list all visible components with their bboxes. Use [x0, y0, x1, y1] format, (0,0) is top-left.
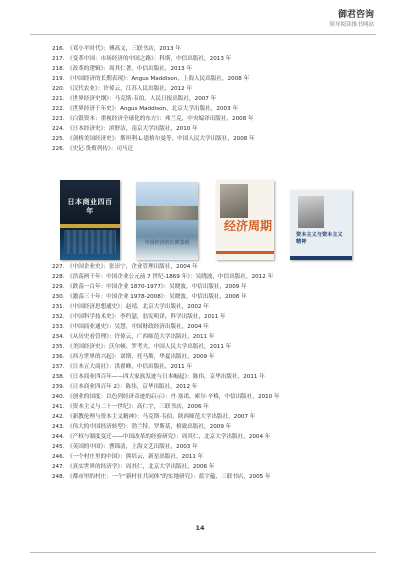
- book-list-top: [52, 44, 382, 154]
- brand-tagline: 领导阅读推书网站: [329, 22, 374, 28]
- list-item-text: 《汉代农业》：许倬云，江苏人民出版社，2012 年: [67, 86, 193, 92]
- list-item-text: 《中国经济的长期表现》：Angus Maddison，上海人民出版社，2008 年: [67, 76, 250, 82]
- list-item-text: 《美国经济史》：沃尔顿、罗考夫，中国人民大学出版社，2011 年: [67, 344, 232, 350]
- list-item-number: 219.: [52, 76, 65, 82]
- list-item-number: 238.: [52, 374, 65, 380]
- page-header: [0, 0, 400, 44]
- book-cover-1[interactable]: [60, 180, 120, 260]
- great-wall-image: [136, 206, 198, 220]
- list-item-text: 《世界经济千年史》：Angus Maddison，北京大学出版社，2003 年: [67, 106, 239, 112]
- book-cover-4-title: 资本主义与资本主义精神: [296, 232, 343, 245]
- list-item: [52, 402, 382, 412]
- list-item: [52, 312, 382, 322]
- list-item: [52, 144, 382, 154]
- list-item: [52, 44, 382, 54]
- list-item-number: 240.: [52, 394, 65, 400]
- list-item: [52, 114, 382, 124]
- list-item-number: 230.: [52, 294, 65, 300]
- book-cover-2-title: 中国经济的长期表现: [144, 240, 190, 246]
- list-item-number: 234.: [52, 334, 65, 340]
- book-cover-4[interactable]: [290, 190, 352, 260]
- list-item: [52, 64, 382, 74]
- list-item-number: 235.: [52, 344, 65, 350]
- book-list-bottom: [52, 262, 382, 482]
- list-item-text: 《英国的中国》：曹锦清，上海文艺出版社，2003 年: [67, 444, 198, 450]
- list-item-text: 《世界经济史纲》：马克斯·韦伯，人民日报出版社，2007 年: [67, 96, 217, 102]
- list-item: [52, 432, 382, 442]
- list-item-text: 《产权与制度变迁——中国改革的经验研究》：周其仁，北京大学出版社，2004 年: [67, 434, 271, 440]
- list-item: [52, 352, 382, 362]
- list-item: [52, 302, 382, 312]
- list-item-number: 220.: [52, 86, 65, 92]
- list-item-number: 248.: [52, 474, 65, 480]
- list-item: [52, 124, 382, 134]
- list-item: [52, 282, 382, 292]
- brand-block: [329, 10, 374, 29]
- page-number: 14: [195, 524, 205, 532]
- list-item-number: 226.: [52, 146, 65, 152]
- list-item-number: 236.: [52, 354, 65, 360]
- list-item-text: 《改革的逻辑》：周其仁著，中信出版社，2013 年: [67, 66, 193, 72]
- list-item-number: 247.: [52, 464, 65, 470]
- list-item-number: 227.: [52, 264, 65, 270]
- brand-name: 御君咨询: [337, 10, 374, 20]
- list-item-number: 232.: [52, 314, 65, 320]
- book-cover-3[interactable]: [216, 180, 274, 260]
- list-item: [52, 422, 382, 432]
- book-cover-1-art: [64, 230, 116, 254]
- list-item-text: 《新教伦理与资本主义精神》：马克斯·韦伯，陕西师范大学出版社，2007 年: [67, 414, 256, 420]
- list-item: [52, 412, 382, 422]
- author-portrait: [220, 184, 248, 218]
- list-item-text: 《白银资本：重视经济全球化的东方》：弗兰克，中央编译出版社，2008 年: [67, 116, 254, 122]
- list-item: [52, 442, 382, 452]
- list-item-number: 241.: [52, 404, 65, 410]
- list-item-text: 《日本商业四百年——四大家族发迹与日本崛起》：陈伟，京华出版社，2011 年: [67, 374, 265, 380]
- list-item-number: 223.: [52, 116, 65, 122]
- book-cover-1-title: 日本商业四百年: [67, 198, 113, 215]
- list-item: [52, 462, 382, 472]
- list-item: [52, 332, 382, 342]
- list-item: [52, 54, 382, 64]
- list-item-text: 《从历史看管理》：许倬云，广西师范大学出版社，2011 年: [67, 334, 215, 340]
- list-item-text: 《都市里的村庄：一个“新村社共同体”的实地研究》：蓝宇蕴，三联书店，2005 年: [67, 474, 271, 480]
- book-cover-4-bar: [290, 256, 352, 260]
- list-item-text: 《伟大的中国经济转型》：勃兰特、罗斯基，格致出版社，2009 年: [67, 424, 232, 430]
- list-item-text: 《一个村庄里的中国》：熊培云，新星出版社，2011 年: [67, 454, 204, 460]
- list-item-number: 218.: [52, 66, 65, 72]
- list-item-text: 《变革中国：市场经济的中国之路》：科斯，中信出版社，2013 年: [67, 56, 232, 62]
- list-item-text: 《浩荡两千年：中国企业公元前 7 世纪-1869 年》：吴晓波，中信出版社，2012 年: [67, 274, 274, 280]
- list-item-text: 《跌荡一百年：中国企业 1870-1977》：吴晓波，中信出版社，2009 年: [67, 284, 247, 290]
- list-item-number: 244.: [52, 434, 65, 440]
- list-item: [52, 272, 382, 282]
- list-item-number: 231.: [52, 304, 65, 310]
- list-item: [52, 84, 382, 94]
- list-item: [52, 322, 382, 332]
- list-item: [52, 452, 382, 462]
- book-cover-3-bar: [216, 251, 274, 254]
- list-item: [52, 342, 382, 352]
- list-item-number: 233.: [52, 324, 65, 330]
- list-item: [52, 104, 382, 114]
- list-item-text: 《邓小平时代》：傅高义，三联书店，2013 年: [67, 46, 181, 52]
- list-item-text: 《激荡三十年：中国企业 1978-2008》：吴晓波，中信出版社，2008 年: [67, 294, 247, 300]
- list-item: [52, 372, 382, 382]
- list-item-number: 217.: [52, 56, 65, 62]
- list-item-text: 《史记·货殖列传》：司马迁: [67, 146, 134, 152]
- book-cover-2[interactable]: [136, 182, 198, 260]
- book-covers: [60, 178, 360, 260]
- list-item-text: 《中国科学技术史》：李约瑟，翁宪明译，科学出版社，2011 年: [67, 314, 226, 320]
- list-item: [52, 392, 382, 402]
- list-item-number: 225.: [52, 136, 65, 142]
- list-item-number: 228.: [52, 274, 65, 280]
- list-item-number: 237.: [52, 364, 65, 370]
- list-item-text: 《西方世界的兴起》：诺斯、托马斯，华夏出版社，2009 年: [67, 354, 215, 360]
- list-item: [52, 292, 382, 302]
- list-item-number: 216.: [52, 46, 65, 52]
- list-item-number: 229.: [52, 284, 65, 290]
- list-item: [52, 94, 382, 104]
- list-item-text: 《中国商业通史》：吴慧，中国财政经济出版社，2004 年: [67, 324, 209, 330]
- book-cover-3-title: 经济周期: [224, 219, 273, 233]
- list-item-text: 《剑桥美国经济史》：斯坦利·L·恩格尔曼等，中国人民大学出版社，2008 年: [67, 136, 255, 142]
- list-item-number: 221.: [52, 96, 65, 102]
- list-item: [52, 472, 382, 482]
- list-item-text: 《中国经济思想通史》：赵靖，北京大学出版社，2002 年: [67, 304, 209, 310]
- list-item-text: 《日本五大商社》：洪翟峰，中信出版社，2011 年: [67, 364, 193, 370]
- header-divider: [30, 34, 376, 35]
- book-cover-1-strip: [60, 224, 120, 228]
- list-item-text: 《真实世界的经济学》：周其仁，北京大学出版社，2006 年: [67, 464, 215, 470]
- list-item-text: 《创业的国度：以色列经济奇迹的启示》：丹·塞诺、索尔·辛格，中信出版社，2010 年: [67, 394, 280, 400]
- author-portrait: [298, 196, 324, 228]
- list-item-number: 224.: [52, 126, 65, 132]
- list-item-number: 239.: [52, 384, 65, 390]
- list-item: [52, 362, 382, 372]
- list-item-text: 《日本商业四百年 2》：陈伟，京华出版社，2012 年: [67, 384, 198, 390]
- list-item: [52, 262, 382, 272]
- list-item-number: 242.: [52, 414, 65, 420]
- list-item-text: 《中国企业史》：张崇宁，企业管理出版社，2004 年: [67, 264, 198, 270]
- list-item-number: 246.: [52, 454, 65, 460]
- list-item-number: 243.: [52, 424, 65, 430]
- list-item: [52, 382, 382, 392]
- list-item: [52, 134, 382, 144]
- footer-divider: [30, 552, 376, 553]
- list-item-number: 222.: [52, 106, 65, 112]
- list-item-text: 《日本经济史》：滨野洁，南京大学出版社，2010 年: [67, 126, 198, 132]
- list-item: [52, 74, 382, 84]
- list-item-number: 245.: [52, 444, 65, 450]
- list-item-text: 《资本主义与二十一世纪》：高仁宇，三联书店，2006 年: [67, 404, 209, 410]
